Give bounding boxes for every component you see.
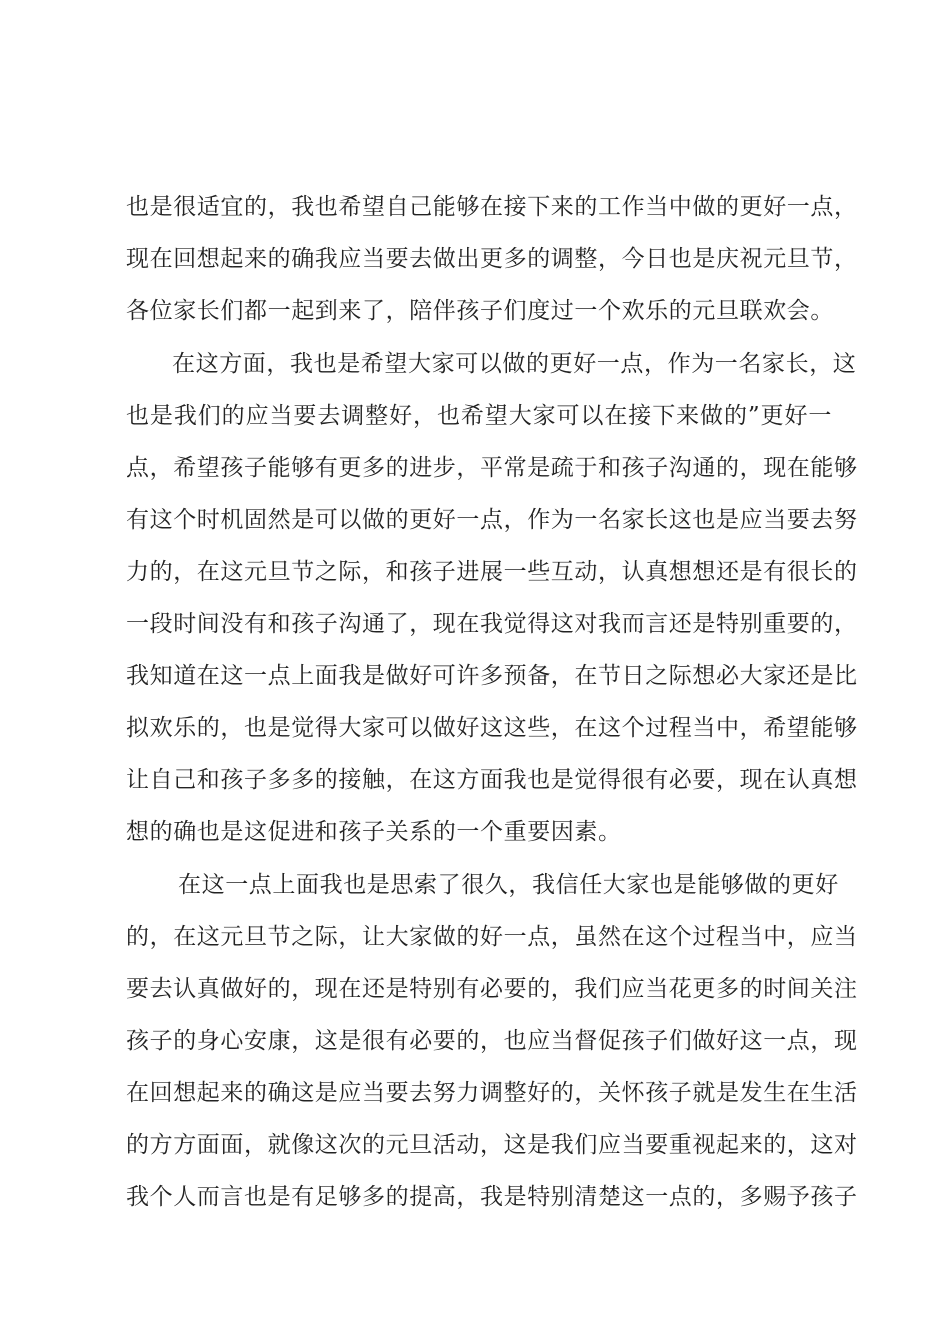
text-line: 一段时间没有和孩子沟通了，现在我觉得这对我而言还是特别重要的， (126, 611, 858, 637)
text-line: 让自己和孩子多多的接触，在这方面我也是觉得很有必要，现在认真想 (126, 767, 858, 793)
text-line: 有这个时机固然是可以做的更好一点，作为一名家长这也是应当要去努 (126, 507, 858, 533)
text-line: 现在回想起来的确我应当要去做出更多的调整，今日也是庆祝元旦节， (126, 246, 858, 272)
text-line: 也是很适宜的，我也希望自己能够在接下来的工作当中做的更好一点， (126, 194, 858, 220)
text-line: 我个人而言也是有足够多的提高，我是特别清楚这一点的，多赐予孩子 (126, 1184, 858, 1210)
text-line: 想的确也是这促进和孩子关系的一个重要因素。 (126, 819, 622, 845)
text-line: 在这一点上面我也是思索了很久，我信任大家也是能够做的更好 (178, 872, 839, 898)
text-line: 也是我们的应当要去调整好，也希望大家可以在接下来做的”更好一 (126, 403, 832, 429)
text-line: 的，在这元旦节之际，让大家做的好一点，虽然在这个过程当中，应当 (126, 924, 858, 950)
text-line: 力的，在这元旦节之际，和孩子进展一些互动，认真想想还是有很长的 (126, 559, 858, 585)
text-line: 的方方面面，就像这次的元旦活动，这是我们应当要重视起来的，这对 (126, 1132, 858, 1158)
text-line: 要去认真做好的，现在还是特别有必要的，我们应当花更多的时间关注 (126, 976, 858, 1002)
text-line: 各位家长们都一起到来了，陪伴孩子们度过一个欢乐的元旦联欢会。 (126, 298, 834, 324)
text-line: 拟欢乐的，也是觉得大家可以做好这这些，在这个过程当中，希望能够 (126, 715, 858, 741)
text-line: 在这方面，我也是希望大家可以做的更好一点，作为一名家长，这 (172, 351, 857, 377)
text-line: 我知道在这一点上面我是做好可许多预备，在节日之际想必大家还是比 (126, 663, 858, 689)
text-line: 在回想起来的确这是应当要去努力调整好的，关怀孩子就是发生在生活 (126, 1080, 858, 1106)
text-line: 孩子的身心安康，这是很有必要的，也应当督促孩子们做好这一点，现 (126, 1028, 858, 1054)
text-line: 点，希望孩子能够有更多的进步，平常是疏于和孩子沟通的，现在能够 (126, 455, 858, 481)
